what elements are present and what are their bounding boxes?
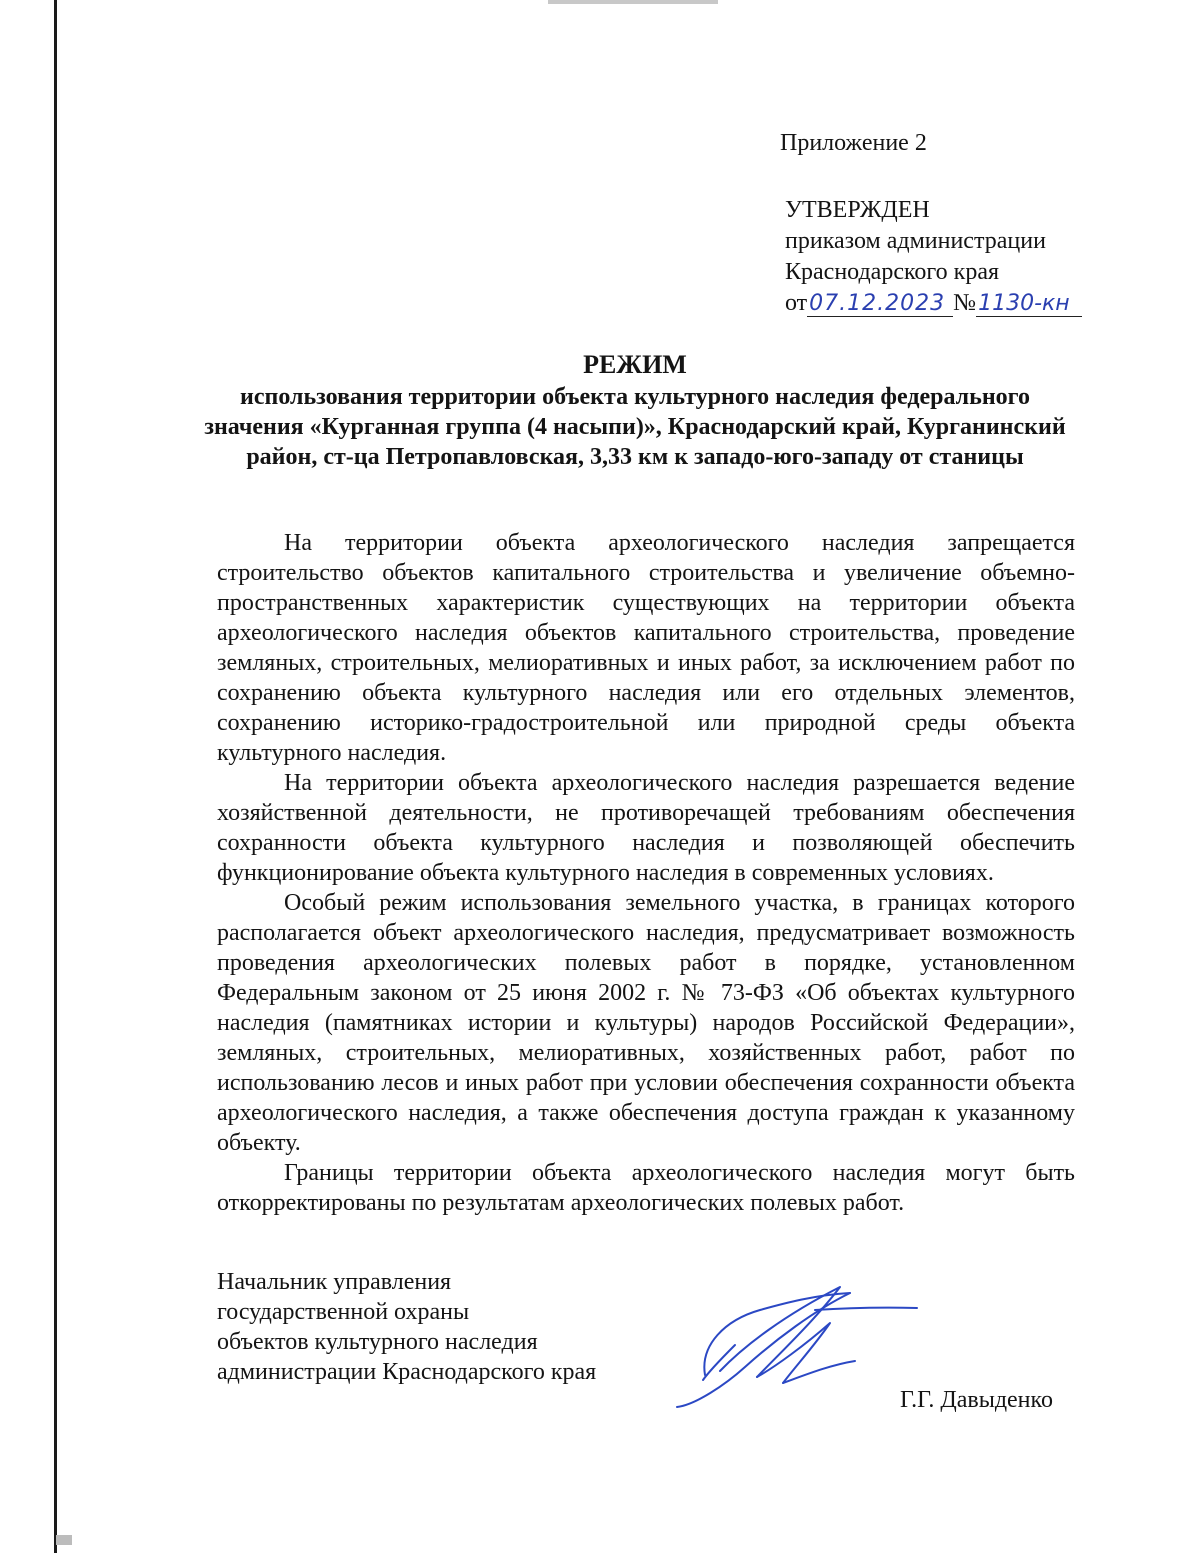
- body-paragraph: На территории объекта археологического наследия разрешается ведение хозяйственной деятельности, не противоречащей требованиям обеспечения сохранности объекта культурного наследия и позволяющей обеспечить функционирование объекта культурного наследия в современных условиях.: [217, 770, 1075, 886]
- body-paragraph: Особый режим использования земельного участка, в границах которого располагается объект археологического наследия, предусматривает возможность проведения археологических полевых работ в порядке, установленном Федеральным законом от 25 июня 2002 г. № 73-ФЗ «Об объектах культурного наследия (памятниках истории и культуры) народов Российской Федерации», земляных, строительных, мелиоративных, хозяйственных работ, работ по использованию лесов и иных работ при условии обеспечения сохранности объекта археологического наследия, а также обеспечения доступа граждан к указанному объекту.: [217, 890, 1075, 1156]
- document-title-block: [190, 350, 1080, 472]
- handwritten-number: 1130-кн: [976, 292, 1082, 317]
- approved-line: приказом администрации: [785, 228, 1046, 254]
- position-line: администрации Краснодарского края: [217, 1359, 597, 1385]
- appendix-label: Приложение 2: [780, 130, 927, 156]
- scan-mark: [548, 0, 718, 4]
- scan-mark: [56, 1535, 72, 1545]
- document-subtitle: использования территории объекта культурного наследия федерального значения «Курганная группа (4 насыпи)», Краснодарский край, Курганинский район, ст-ца Петропавловская, 3,33 км к западо-юго-западу от станицы: [204, 384, 1066, 470]
- signatory-position: [217, 1267, 596, 1387]
- position-line: объектов культурного наследия: [217, 1329, 538, 1355]
- handwritten-date: 07.12.2023: [807, 292, 953, 317]
- body-paragraph: Границы территории объекта археологического наследия могут быть откорректированы по результатам археологических полевых работ.: [217, 1160, 1075, 1216]
- approved-line: Краснодарского края: [785, 259, 1000, 285]
- position-line: государственной охраны: [217, 1299, 470, 1325]
- document-body: [217, 528, 1075, 1218]
- document-title: РЕЖИМ: [583, 350, 687, 379]
- handwritten-signature: [665, 1275, 925, 1415]
- number-prefix: №: [953, 290, 977, 316]
- order-date-number: [785, 288, 1082, 319]
- date-prefix: от: [785, 290, 808, 316]
- body-paragraph: На территории объекта археологического наследия запрещается строительство объектов капитального строительства и увеличение объемно-пространственных характеристик существующих на территории объекта археологического наследия объектов капитального строительства, проведение земляных, строительных, мелиоративных и иных работ, за исключением работ по сохранению объекта культурного наследия или его отдельных элементов, сохранению историко-градостроительной или природной среды объекта культурного наследия.: [217, 530, 1075, 766]
- approved-title: УТВЕРЖДЕН: [785, 197, 930, 223]
- approval-block: [785, 195, 1082, 319]
- signatory-name: Г.Г. Давыденко: [900, 1387, 1053, 1413]
- position-line: Начальник управления: [217, 1269, 452, 1295]
- scan-edge: [54, 0, 57, 1553]
